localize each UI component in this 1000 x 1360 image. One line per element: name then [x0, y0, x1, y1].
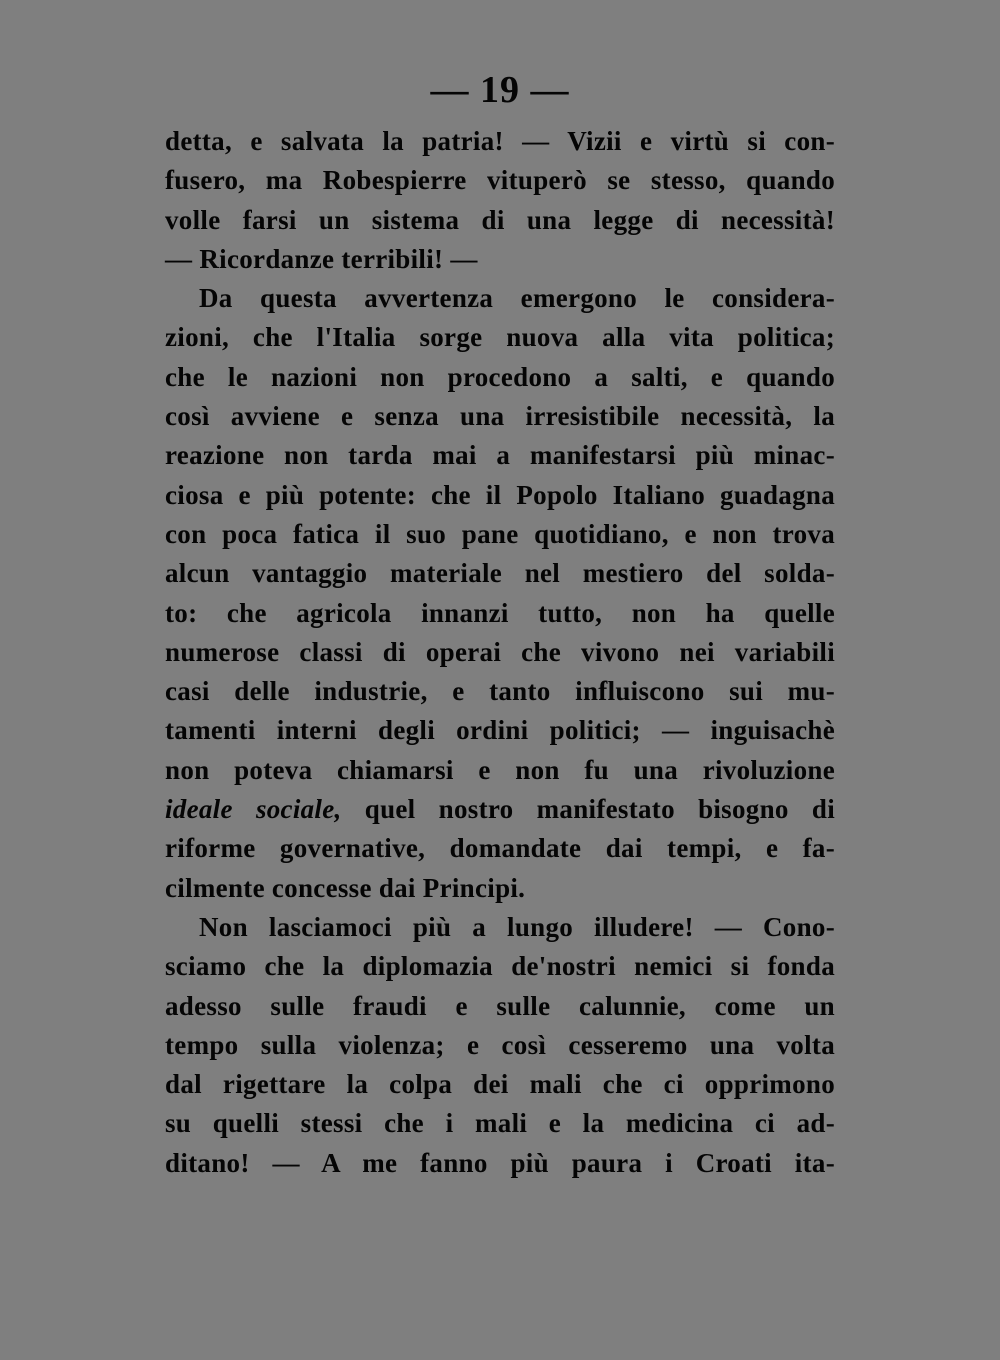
text-line: — Ricordanze terribili! —: [165, 243, 478, 274]
text-line: Non lasciamoci più a lungo illudere! — Cono-: [199, 911, 835, 942]
text-line: zioni, che l'Italia sorge nuova alla vita politica;: [165, 322, 835, 353]
text-line: che le nazioni non procedono a salti, e quando: [165, 361, 835, 392]
text-line: ciosa e più potente: che il Popolo Italiano guadagna: [165, 479, 835, 510]
text-line-rest: quel nostro manifestato bisogno di: [341, 794, 836, 825]
text-line: dal rigettare la colpa dei mali che ci opprimono: [165, 1069, 835, 1100]
text-line: non poteva chiamarsi e non fu una rivoluzione: [165, 754, 835, 785]
text-line: adesso sulle fraudi e sulle calunnie, come un: [165, 990, 835, 1021]
body-text: [165, 122, 835, 1183]
text-line: casi delle industrie, e tanto influiscono sui mu-: [165, 676, 835, 707]
text-line: to: che agricola innanzi tutto, non ha quelle: [165, 597, 835, 628]
text-line: Da questa avvertenza emergono le considera-: [199, 283, 835, 314]
text-line: detta, e salvata la patria! — Vizii e virtù si con-: [165, 126, 835, 156]
text-line: tempo sulla violenza; e così cesseremo una volta: [165, 1029, 835, 1060]
text-line: volle farsi un sistema di una legge di necessità!: [165, 204, 835, 235]
text-line: ditano! — A me fanno più paura i Croati ita-: [165, 1147, 835, 1178]
text-line: alcun vantaggio materiale nel mestiero del solda-: [165, 558, 835, 589]
text-line: con poca fatica il suo pane quotidiano, e non trova: [165, 518, 835, 549]
text-line: fusero, ma Robespierre vituperò se stesso, quando: [165, 165, 835, 196]
text-line: cilmente concesse dai Principi.: [165, 872, 526, 903]
text-line: sciamo che la diplomazia de'nostri nemici si fonda: [165, 951, 835, 982]
italic-phrase: ideale sociale,: [165, 794, 342, 825]
text-line: riforme governative, domandate dai tempi, e fa-: [165, 833, 835, 864]
text-line: reazione non tarda mai a manifestarsi più minac-: [165, 440, 835, 471]
text-line: così avviene e senza una irresistibile necessità, la: [165, 401, 835, 432]
text-line: su quelli stessi che i mali e la medicina ci ad-: [165, 1108, 835, 1139]
text-line: [165, 790, 835, 829]
text-line: numerose classi di operai che vivono nei variabili: [165, 636, 835, 667]
page-number: — 19 —: [430, 69, 570, 111]
text-line: tamenti interni degli ordini politici; — inguisachè: [165, 715, 835, 746]
